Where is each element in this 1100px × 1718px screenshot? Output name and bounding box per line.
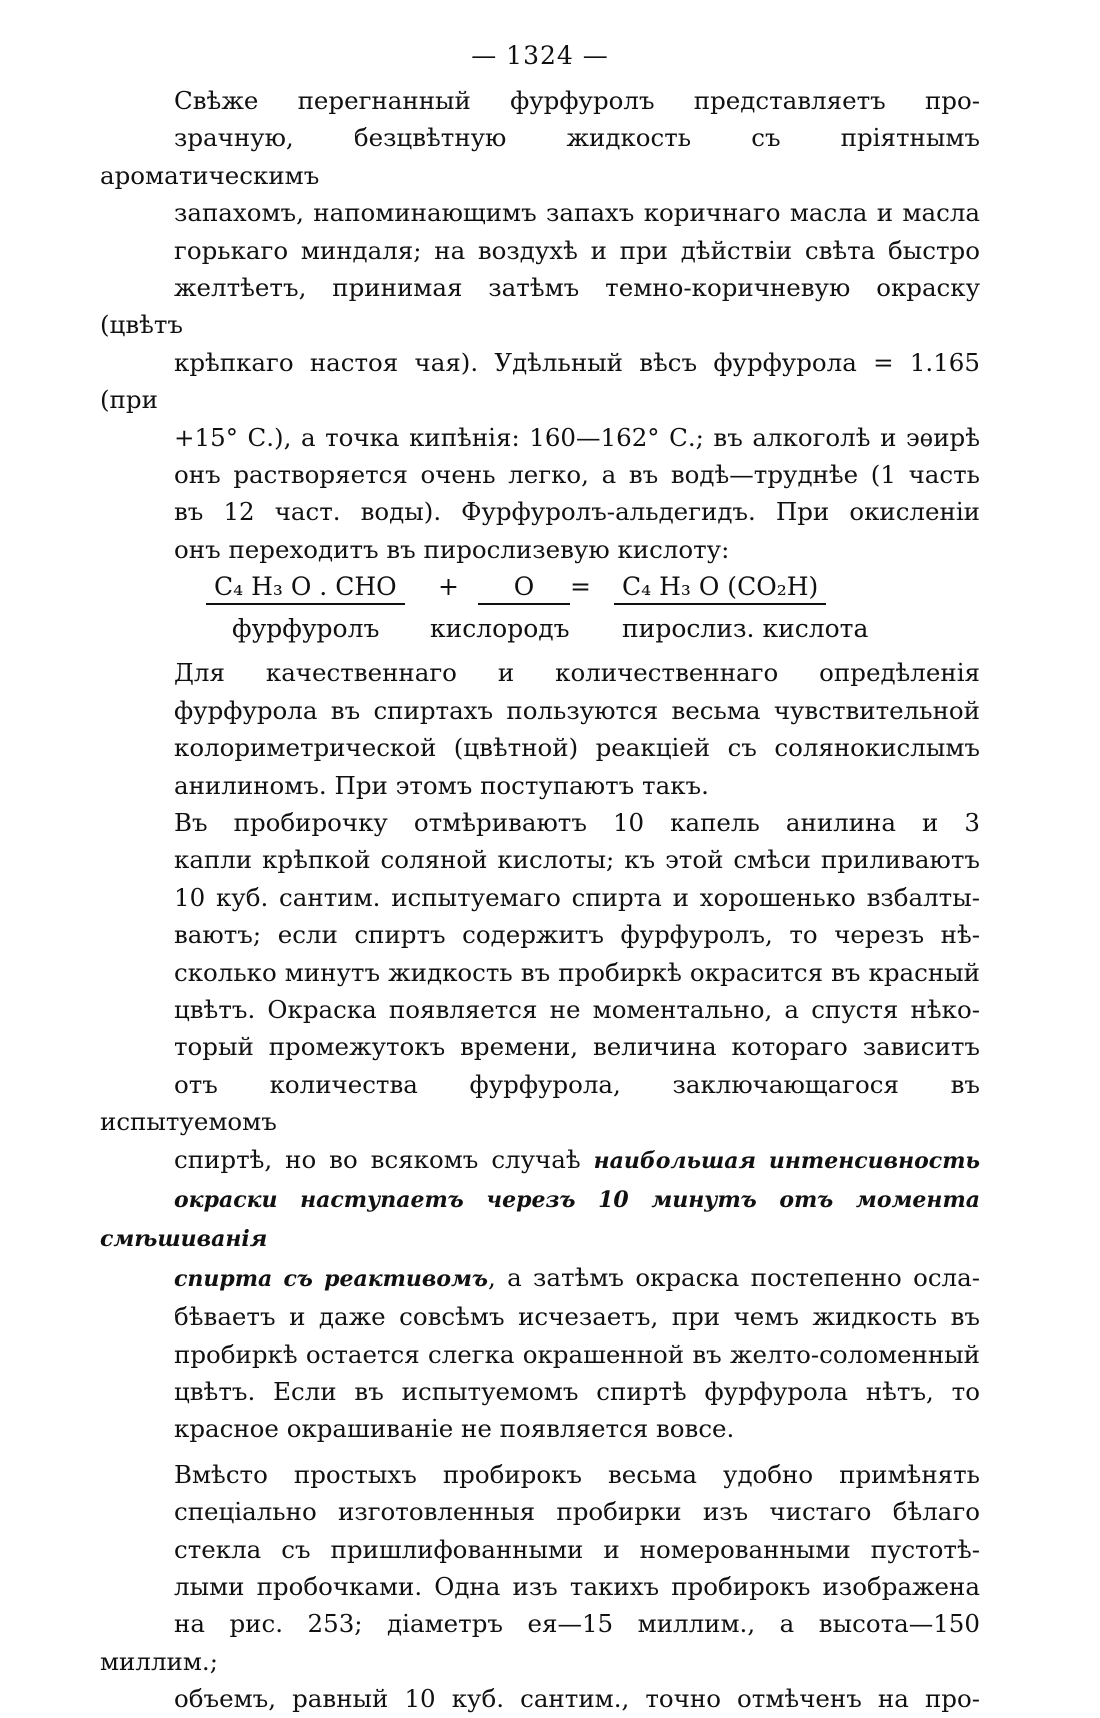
text-line: цвѣтъ. Если въ испытуемомъ спиртѣ фурфурола нѣтъ, то xyxy=(174,1377,980,1406)
text-line-mixed xyxy=(100,1180,980,1259)
text-line: сколько минутъ жидкость въ пробиркѣ окрасится въ красный xyxy=(174,957,980,987)
equation-rhs: C₄ H₃ O (CO₂H) xyxy=(614,572,826,605)
paragraph-colorimetric-reaction xyxy=(100,654,980,804)
text-line: Свѣже перегнанный фурфуролъ представляетъ про- xyxy=(174,86,980,115)
emphasis-text: спирта съ реактивомъ xyxy=(174,1265,488,1292)
text-line: на рис. 253; діаметръ ея—15 миллим., а высота—150 миллим.; xyxy=(100,1609,980,1676)
plain-text: , а затѣмъ окраска постепенно осла- xyxy=(487,1262,981,1292)
document-page xyxy=(100,38,980,1718)
text-line: красное окрашиваніе не появляется вовсе. xyxy=(174,1414,735,1444)
oxidation-equation xyxy=(100,568,980,654)
paragraph-procedure xyxy=(100,804,980,1448)
page-number: — 1324 — xyxy=(471,41,609,70)
text-line: +15° С.), а точка кипѣнія: 160—162° С.; въ алкоголѣ и эѳирѣ xyxy=(174,422,980,452)
text-line: желтѣетъ, принимая затѣмъ темно-коричневую окраску (цвѣтъ xyxy=(100,273,980,340)
text-line: отъ количества фурфурола, заключающагося въ испытуемомъ xyxy=(100,1069,980,1137)
text-line: спеціально изготовленныя пробирки изъ чистаго бѣлаго xyxy=(174,1497,980,1527)
paragraph-special-tubes xyxy=(100,1456,980,1718)
text-line: объемъ, равный 10 куб. сантим., точно отмѣченъ на про- xyxy=(174,1684,980,1714)
paragraph-furfurol-properties xyxy=(100,82,980,568)
emphasis-text: наибольшая интенсивность xyxy=(593,1147,980,1174)
text-line: горькаго миндаля; на воздухѣ и при дѣйствіи свѣта быстро xyxy=(174,235,980,265)
text-line: Для качественнаго и количественнаго опредѣленія xyxy=(174,658,980,688)
text-line: колориметрической (цвѣтной) реакціей съ солянокислымъ xyxy=(174,733,980,763)
text-line: стекла съ пришлифованными и номерованными пустотѣ- xyxy=(174,1534,980,1564)
text-line: фурфурола въ спиртахъ пользуются весьма чувствительной xyxy=(174,695,980,725)
text-line: бѣваетъ и даже совсѣмъ исчезаетъ, при чемъ жидкость въ xyxy=(174,1302,980,1332)
equation-label-acid: пирослиз. кислота xyxy=(622,614,869,644)
equation-label-oxygen: кислородъ xyxy=(430,614,570,644)
equation-lhs: C₄ H₃ O . CHO xyxy=(206,572,405,605)
paragraph-gap xyxy=(100,1448,980,1456)
text-line: зрачную, безцвѣтную жидкость съ пріятнымъ ароматическимъ xyxy=(100,123,980,190)
text-line: Въ пробирочку отмѣриваютъ 10 капель анилина и 3 xyxy=(174,807,980,837)
text-line: капли крѣпкой соляной кислоты; къ этой смѣси приливаютъ xyxy=(174,845,980,875)
text-line: анилиномъ. При этомъ поступаютъ такъ. xyxy=(174,770,709,800)
text-line: онъ переходитъ въ пирослизевую кислоту: xyxy=(174,534,730,564)
equation-label-furfurol: фурфуролъ xyxy=(232,614,380,644)
text-line: торый промежутокъ времени, величина котораго зависитъ xyxy=(174,1032,980,1062)
text-line: лыми пробочками. Одна изъ такихъ пробирокъ изображена xyxy=(174,1572,980,1602)
text-line: онъ растворяется очень легко, а въ водѣ—труднѣе (1 часть xyxy=(174,460,980,490)
text-line: въ 12 част. воды). Фурфуролъ-альдегидъ. При окисленіи xyxy=(174,497,980,527)
emphasis-text: окраски наступаетъ черезъ 10 минутъ отъ момента смѣшиванія xyxy=(100,1186,980,1253)
equation-equals: = xyxy=(570,572,591,602)
text-line: Вмѣсто простыхъ пробирокъ весьма удобно примѣнять xyxy=(174,1459,980,1489)
text-line: 10 куб. сантим. испытуемаго спирта и хорошенько взбалты- xyxy=(174,882,980,912)
text-line: крѣпкаго настоя чая). Удѣльный вѣсъ фурфурола = 1.165 (при xyxy=(100,347,980,415)
equation-oxygen: O xyxy=(478,572,570,605)
plain-text: спиртѣ, но во всякомъ случаѣ xyxy=(174,1144,594,1174)
text-line: цвѣтъ. Окраска появляется не моментально, а спустя нѣко- xyxy=(174,994,980,1024)
text-line-mixed xyxy=(100,1259,980,1298)
text-line: ваютъ; если спиртъ содержитъ фурфуролъ, то черезъ нѣ- xyxy=(174,920,980,950)
text-line: запахомъ, напоминающимъ запахъ коричнаго масла и масла xyxy=(174,198,980,228)
text-line: пробиркѣ остается слегка окрашенной въ желто-соломенный xyxy=(174,1339,980,1369)
text-line-mixed xyxy=(100,1141,980,1180)
equation-plus: + xyxy=(438,572,459,602)
